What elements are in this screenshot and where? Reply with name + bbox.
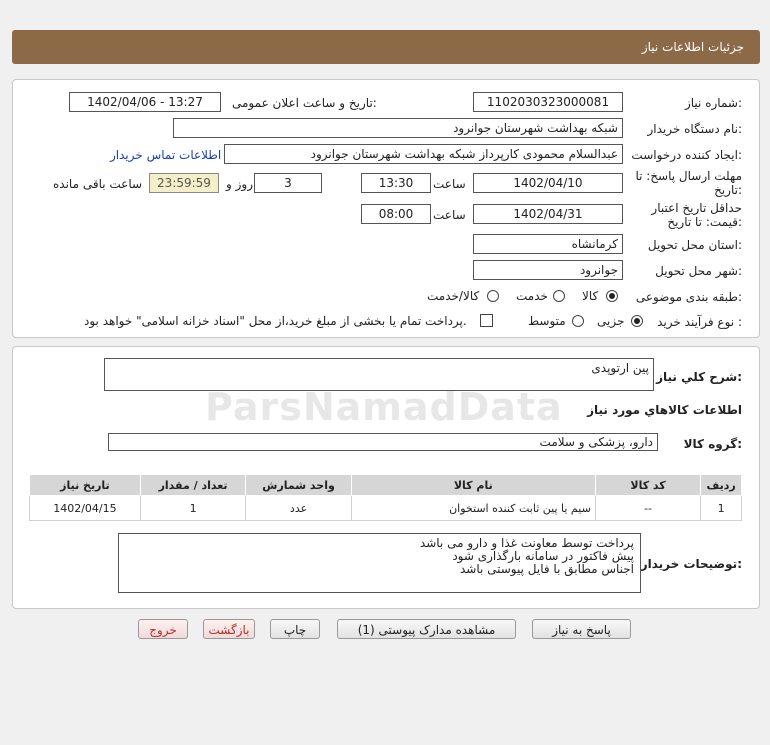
- process-label: نوع فرآیند خرید :: [657, 315, 742, 329]
- cell-row-number: 1: [701, 496, 742, 521]
- col-quantity: تعداد / مقدار: [140, 475, 245, 496]
- category-option-both: کالا/خدمت: [427, 289, 480, 303]
- goods-info-title: اطلاعات کالاهاي مورد نياز: [587, 403, 742, 417]
- col-item-name: نام کالا: [351, 475, 595, 496]
- reply-deadline-label: مهلت ارسال پاسخ: تا: [635, 169, 742, 183]
- remaining-time-field: 23:59:59: [149, 173, 219, 193]
- summary-field[interactable]: پین ارتوپدی: [104, 358, 654, 391]
- buyer-note-line: پرداخت توسط معاونت غذا و دارو می باشد: [419, 536, 634, 550]
- exit-button[interactable]: خروج: [138, 619, 188, 639]
- process-radio-medium[interactable]: [572, 315, 584, 327]
- treasury-payment-note: پرداخت تمام یا بخشی از مبلغ خرید،از محل "اسناد خزانه اسلامی" خواهد بود.: [84, 314, 467, 328]
- city-field[interactable]: جوانرود: [473, 260, 623, 280]
- goods-group-field[interactable]: دارو، پزشکی و سلامت: [108, 433, 658, 451]
- reply-time-field[interactable]: 13:30: [361, 173, 431, 193]
- page-title: جزئیات اطلاعات نیاز: [641, 40, 744, 54]
- process-option-minor: جزیی: [597, 314, 625, 328]
- contact-buyer-link[interactable]: اطلاعات تماس خریدار: [110, 148, 222, 162]
- back-button[interactable]: بازگشت: [203, 619, 255, 639]
- validity-date-field[interactable]: 1402/04/31: [473, 204, 623, 224]
- col-item-code: کد کالا: [595, 475, 700, 496]
- print-button[interactable]: چاپ: [270, 619, 320, 639]
- cell-item-code: --: [595, 496, 700, 521]
- process-option-medium: متوسط: [528, 314, 566, 328]
- treasury-payment-checkbox[interactable]: [480, 314, 493, 327]
- category-radio-both[interactable]: [487, 290, 499, 302]
- validity-label: حداقل تاریخ اعتبار: [651, 201, 742, 215]
- need-number-field[interactable]: 1102030323000081: [473, 92, 623, 112]
- col-row-number: ردیف: [701, 475, 742, 496]
- summary-label: شرح کلي نياز:: [656, 370, 742, 384]
- cell-quantity: 1: [140, 496, 245, 521]
- category-label: طبقه بندی موضوعی:: [635, 290, 742, 304]
- goods-group-label: گروه کالا:: [683, 437, 742, 451]
- category-option-service: خدمت: [516, 289, 548, 303]
- requester-label: ایجاد کننده درخواست:: [631, 148, 742, 162]
- province-label: استان محل تحویل:: [647, 238, 742, 252]
- announce-field[interactable]: 1402/04/06 - 13:27: [69, 92, 221, 112]
- announce-label: تاریخ و ساعت اعلان عمومی:: [232, 96, 377, 110]
- buyer-note-line: پیش فاکتور در سامانه بارگذاری شود: [452, 549, 634, 563]
- requester-field[interactable]: عبدالسلام محمودی کارپرداز شبکه بهداشت شهرستان جوانرود: [224, 144, 623, 164]
- reply-button[interactable]: پاسخ به نیاز: [532, 619, 631, 639]
- buyer-note-line: اجناس مطابق با فایل پیوستی باشد: [459, 562, 634, 576]
- days-field[interactable]: 3: [254, 173, 322, 193]
- reply-deadline-label-2: تاریخ:: [714, 183, 742, 197]
- validity-time-label: ساعت: [433, 208, 466, 222]
- buyer-org-field[interactable]: شبکه بهداشت شهرستان جوانرود: [173, 118, 623, 138]
- need-number-label: شماره نیاز:: [684, 96, 742, 110]
- col-need-date: تاریخ نیاز: [30, 475, 141, 496]
- validity-label-2: قیمت: تا تاریخ:: [667, 215, 742, 229]
- reply-date-field[interactable]: 1402/04/10: [473, 173, 623, 193]
- goods-table: [29, 474, 742, 521]
- process-radio-minor[interactable]: [631, 315, 643, 327]
- days-label: روز و: [226, 177, 253, 191]
- category-radio-goods[interactable]: [606, 290, 618, 302]
- validity-time-field[interactable]: 08:00: [361, 204, 431, 224]
- reply-time-label: ساعت: [433, 177, 466, 191]
- province-field[interactable]: کرمانشاه: [473, 234, 623, 254]
- cell-item-name: سیم یا پین ثابت کننده استخوان: [351, 496, 595, 521]
- cell-unit: عدد: [246, 496, 351, 521]
- remaining-time-label: ساعت باقی مانده: [53, 177, 143, 191]
- category-radio-service[interactable]: [553, 290, 565, 302]
- page-header: [12, 30, 760, 64]
- table-row: [30, 496, 742, 521]
- col-unit: واحد شمارش: [246, 475, 351, 496]
- category-option-goods: کالا: [582, 289, 599, 303]
- cell-need-date: 1402/04/15: [30, 496, 141, 521]
- table-header-row: [30, 475, 742, 496]
- city-label: شهر محل تحویل:: [655, 264, 742, 278]
- buyer-org-label: نام دستگاه خریدار:: [647, 122, 742, 136]
- buyer-notes-label: توضیحات خریدار:: [640, 557, 742, 571]
- view-attachments-button[interactable]: مشاهده مدارک پیوستی (1): [337, 619, 516, 639]
- buyer-notes-box: [118, 533, 641, 593]
